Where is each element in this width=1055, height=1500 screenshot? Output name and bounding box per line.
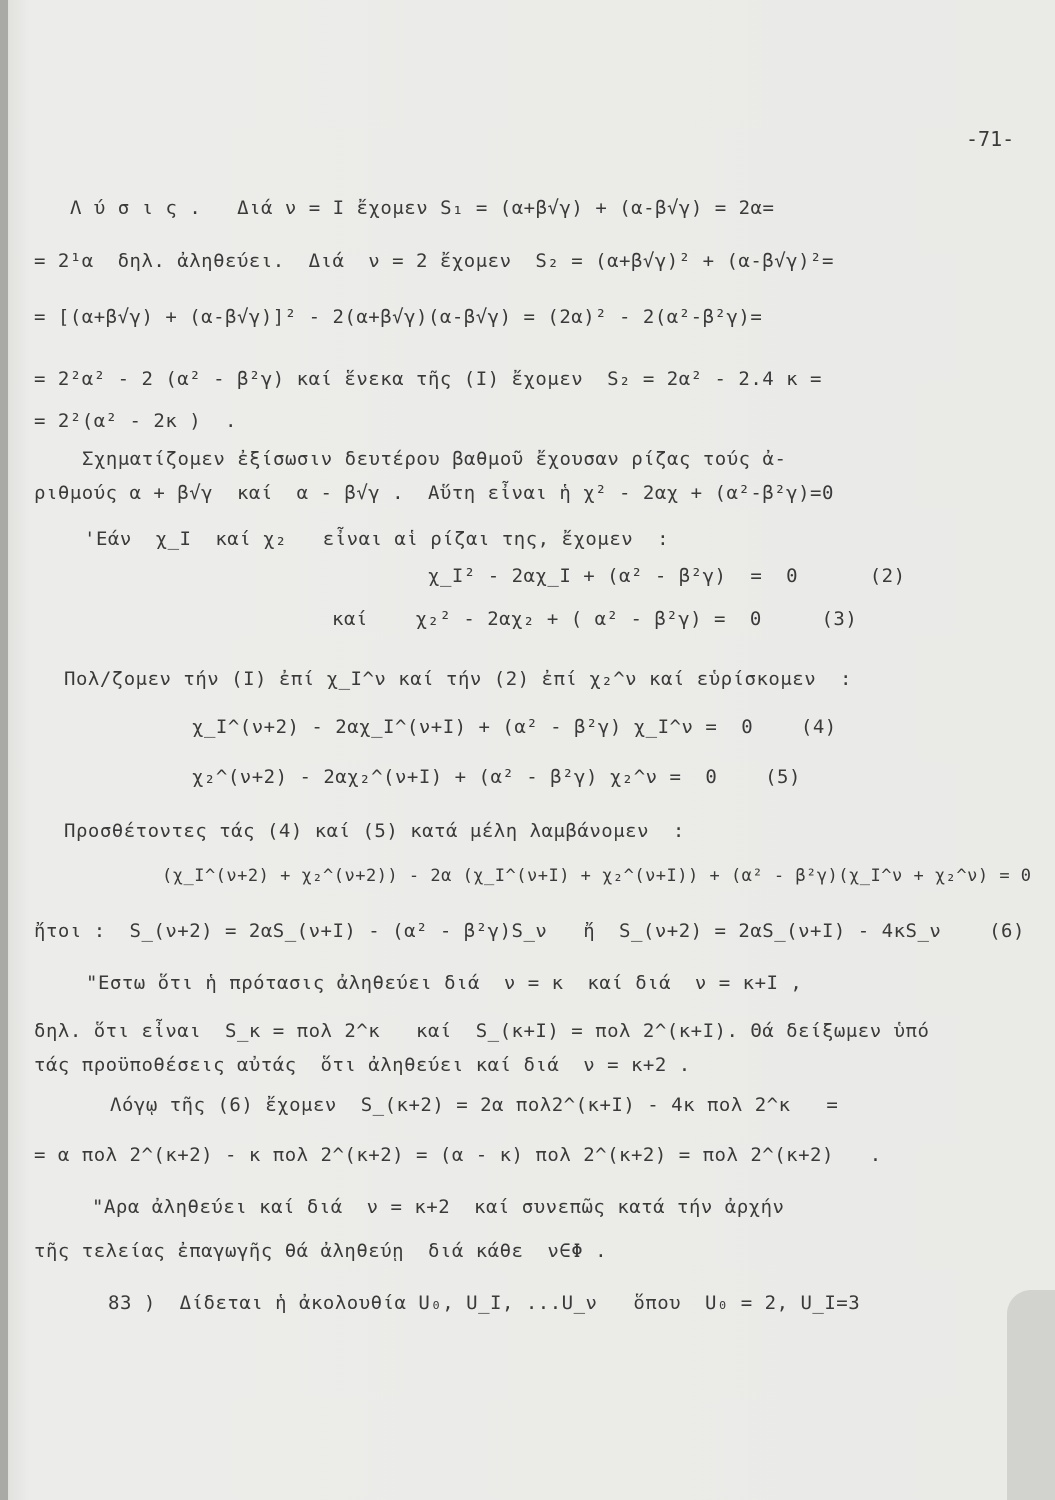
text-line: = [(α+β√γ) + (α-β√γ)]² - 2(α+β√γ)(α-β√γ) = (2α)² - 2(α²-β²γ)=: [34, 306, 763, 328]
text-line: Προσθέτοντες τάς (4) καί (5) κατά μέλη λαμβάνομεν :: [64, 820, 685, 842]
text-line: τάς προϋποθέσεις αὐτάς ὅτι ἀληθεύει καί διά ν = κ+2 .: [34, 1054, 691, 1076]
page-number: -71-: [966, 127, 1015, 151]
text-line: (χ_Ι^(ν+2) + χ₂^(ν+2)) - 2α (χ_Ι^(ν+Ι) + χ₂^(ν+Ι)) + (α² - β²γ)(χ_Ι^ν + χ₂^ν) = 0: [162, 866, 1032, 886]
text-line: ριθμούς α + β√γ καί α - β√γ . Αὕτη εἶναι ἡ χ² - 2αχ + (α²-β²γ)=0: [34, 482, 834, 504]
text-line: = 2²α² - 2 (α² - β²γ) καί ἕνεκα τῆς (Ι) ἔχομεν S₂ = 2α² - 2.4 κ =: [34, 368, 822, 390]
text-line: καί χ₂² - 2αχ₂ + ( α² - β²γ) = 0 (3): [332, 608, 858, 630]
text-line: δηλ. ὅτι εἶναι S_κ = πολ 2^κ καί S_(κ+Ι) = πολ 2^(κ+Ι). Θά δείξωμεν ὑπό: [34, 1020, 930, 1042]
text-line: Λ ύ σ ι ς . Διά ν = Ι ἔχομεν S₁ = (α+β√γ) + (α-β√γ) = 2α=: [70, 197, 775, 219]
text-line: Πολ/ζομεν τήν (Ι) ἐπί χ_Ι^ν καί τήν (2) ἐπί χ₂^ν καί εὑρίσκομεν :: [64, 668, 852, 690]
text-line: ἤτοι : S_(ν+2) = 2αS_(ν+Ι) - (α² - β²γ)S_ν ἤ S_(ν+2) = 2αS_(ν+Ι) - 4κS_ν (6): [34, 920, 1025, 942]
page-corner-tab: [1007, 1290, 1055, 1500]
text-line: "Αρα ἀληθεύει καί διά ν = κ+2 καί συνεπῶς κατά τήν ἀρχήν: [92, 1196, 785, 1218]
text-line: χ₂^(ν+2) - 2αχ₂^(ν+Ι) + (α² - β²γ) χ₂^ν = 0 (5): [192, 766, 801, 788]
text-line: χ_Ι^(ν+2) - 2αχ_Ι^(ν+Ι) + (α² - β²γ) χ_Ι^ν = 0 (4): [192, 716, 837, 738]
text-line: 'Εάν χ_Ι καί χ₂ εἶναι αἱ ρίζαι της, ἔχομεν :: [84, 528, 670, 550]
page-binding-edge: [0, 0, 8, 1500]
text-line: τῆς τελείας ἐπαγωγῆς θά ἀληθεύῃ διά κάθε ν∈Φ .: [34, 1240, 608, 1262]
text-line: 83 ) Δίδεται ἡ ἀκολουθία U₀, U_Ι, ...U_ν ὅπου U₀ = 2, U_Ι=3: [108, 1292, 861, 1314]
text-line: Σχηματίζομεν ἐξίσωσιν δευτέρου βαθμοῦ ἔχουσαν ρίζας τούς ἀ-: [82, 448, 787, 470]
text-line: "Εστω ὅτι ἡ πρότασις ἀληθεύει διά ν = κ καί διά ν = κ+Ι ,: [86, 972, 803, 994]
text-line: = 2¹α δηλ. ἀληθεύει. Διά ν = 2 ἔχομεν S₂ = (α+β√γ)² + (α-β√γ)²=: [34, 250, 834, 272]
text-line: χ_Ι² - 2αχ_Ι + (α² - β²γ) = 0 (2): [428, 565, 906, 587]
text-line: Λόγῳ τῆς (6) ἔχομεν S_(κ+2) = 2α πολ2^(κ+Ι) - 4κ πολ 2^κ =: [110, 1094, 839, 1116]
text-line: = α πολ 2^(κ+2) - κ πολ 2^(κ+2) = (α - κ) πολ 2^(κ+2) = πολ 2^(κ+2) .: [34, 1144, 882, 1166]
text-line: = 2²(α² - 2κ ) .: [34, 410, 237, 432]
